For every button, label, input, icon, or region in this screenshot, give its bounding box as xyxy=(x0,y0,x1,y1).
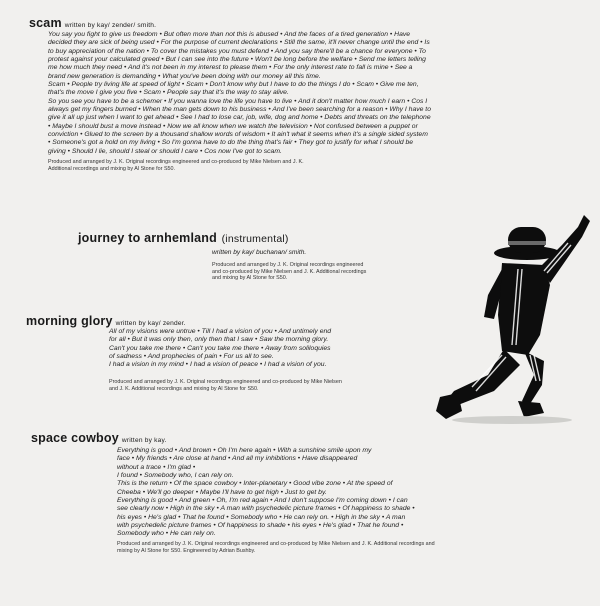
lyric-line: Scam • People try living life at speed of light • Scam • Don't know why but I have to do the things I do • Scam • Give me ten, xyxy=(48,81,419,89)
lyric-line: Everything is good • And green • Oh, I'm red again • And I don't suppose I'm coming down • I can xyxy=(117,497,408,505)
lyric-line: This is the return • Of the space cowboy • Inter-planetary • Good vibe zone • At the speed of xyxy=(117,480,393,488)
credit-line: Additional recordings and mixing by Al Stone for S50. xyxy=(48,165,176,172)
cowboy-lyrics xyxy=(117,447,487,539)
journey-subtitle: (instrumental) xyxy=(221,233,289,245)
morning-lyrics xyxy=(109,328,409,370)
lyric-line: You say you fight to give us freedom • But often more than not this is abused • And the faces of a tired generation • Have xyxy=(48,31,411,38)
lyric-line: without a trace • I'm glad • xyxy=(117,463,196,471)
lyric-line: giving • Should I lie, should I steal or should I care • Cos now I've got to scam. xyxy=(48,147,282,155)
scam-title: scam xyxy=(29,16,62,30)
lyric-line: I had a vision in my mind • I had a vision of peace • I had a vision of you. xyxy=(109,361,327,369)
cowboy-title: space cowboy xyxy=(31,431,119,445)
credit-line: mixing by Al Stone for S50. Engineered by Adrian Bushby. xyxy=(117,547,256,554)
lyric-line: face • My friends • Are close at hand • And all my inhibitions • Have disappeared xyxy=(117,455,358,463)
cowboy-writers: written by kay. xyxy=(121,437,167,444)
lyric-line: of sadness • And prophecies of pain • For us all to see. xyxy=(109,353,274,361)
lyric-line: give it all up just when I want to get ahead • See I had to lose car, job, wife, dog and home • Debts and threats on the telephone xyxy=(48,114,431,122)
scam-lyrics xyxy=(48,31,568,156)
song-title-journey xyxy=(78,229,289,247)
morning-credits xyxy=(109,379,409,392)
credit-line: Produced and arranged by J. K. Original recordings engineered and co-produced by Mike Nielsen and J. K. xyxy=(48,159,304,165)
lyric-line: his eyes • He's glad • That he found • Somebody who • He can rely on. • High in the sky • A man xyxy=(117,513,406,521)
journey-writers: written by kay/ buchanan/ smith. xyxy=(212,249,307,256)
morning-title: morning glory xyxy=(26,314,113,328)
lyric-line: • Someone's got a hold on my living • So I'm gonna have to do the thing that's fair • They got to justify for what I should be xyxy=(48,139,414,147)
song-title-cowboy xyxy=(31,429,167,447)
lyric-line: with psychedelic picture frames • Of happiness to shade • his eyes • He's glad • That he found • xyxy=(117,522,404,530)
scam-writers: written by kay/ zender/ smith. xyxy=(64,22,157,29)
credit-line: and J. K. Additional recordings and mixing by Al Stone for S50. xyxy=(109,385,259,392)
credit-line: Produced and arranged by J. K. Original recordings engineered and co-produced by Mike Nielsen and J. K. Additional recordings and xyxy=(117,541,435,547)
credit-line: and co-produced by Mike Nielsen and J. K. Additional recordings xyxy=(212,268,367,275)
song-title-scam xyxy=(29,14,156,32)
cowboy-credits xyxy=(117,541,517,554)
lyric-line: Cheeba • We'll go deeper • Maybe I'll have to get high • Just to get by. xyxy=(117,488,327,496)
lyric-line: that's the move I give you five • Scam • People say that it's the way to stay alive. xyxy=(48,89,289,97)
credit-line: Produced and arranged by J. K. Original recordings engineered xyxy=(212,262,364,268)
lyric-line: brand new generation is demanding • What you've been doing with our money all this time. xyxy=(48,72,321,80)
dancer-photo xyxy=(432,205,592,430)
lyric-line: decided they are sick of being used • For the purpose of current declarations • Still the same, it'll never change until the end • Is xyxy=(48,39,430,47)
lyric-line: • Maybe I should bust a move instead • Now we all know when we watch the television • Not confused between a puppet or xyxy=(48,122,418,130)
credit-line: Produced and arranged by J. K. Original recordings engineered and co-produced by Mike Nielsen xyxy=(109,379,342,385)
scam-credits xyxy=(48,159,448,172)
lyric-line: Can't you take me there • Can't you take me there • Away from soliloquies xyxy=(109,344,331,352)
lyric-line: Somebody who • He can rely on. xyxy=(117,530,216,538)
lyric-line: All of my visions were untrue • Till I had a vision of you • And untimely end xyxy=(109,328,332,335)
journey-credits xyxy=(212,262,412,282)
lyric-line: protest against your calculated greed • But I can see into the future • Won't be long before the welfare • Send me letters telling xyxy=(48,56,426,64)
lyric-line: see clearly now • High in the sky • A man with psychedelic picture frames • Of happiness to shade • xyxy=(117,505,415,513)
lyric-line: Everything is good • And brown • Oh I'm here again • With a sunshine smile upon my xyxy=(117,447,372,454)
lyric-line: I found • Somebody who, I can rely on. xyxy=(117,472,234,480)
lyric-line: So you see you have to be a schemer • If you wanna love the life you have to live • And it don't matter how much I earn • Cos I xyxy=(48,97,428,105)
lyric-line: me how much they need • And it's not been in my interest to please them • For the only interest rate to fall is mine • See a xyxy=(48,64,413,72)
lyric-line: for all • But it was only then, only then that I saw • Saw the morning glory. xyxy=(109,336,329,344)
morning-writers: written by kay/ zender. xyxy=(115,320,186,327)
journey-title: journey to arnhemland xyxy=(78,231,217,245)
lyric-line: conviction • Glued to the screen by a thousand shallow words of wisdom • It ain't what it seems when it's a single sided system xyxy=(48,131,428,139)
credit-line: and mixing by Al Stone for S50. xyxy=(212,275,288,282)
lyric-line: to buy appreciation of the nation • To cover the mistakes you must defend • And you say there'll be a chance for everyone • To xyxy=(48,47,426,55)
lyric-line: always get my fingers burned • When the man gets down to his business • And I've been searching for a reason • Why I have to xyxy=(48,106,431,114)
